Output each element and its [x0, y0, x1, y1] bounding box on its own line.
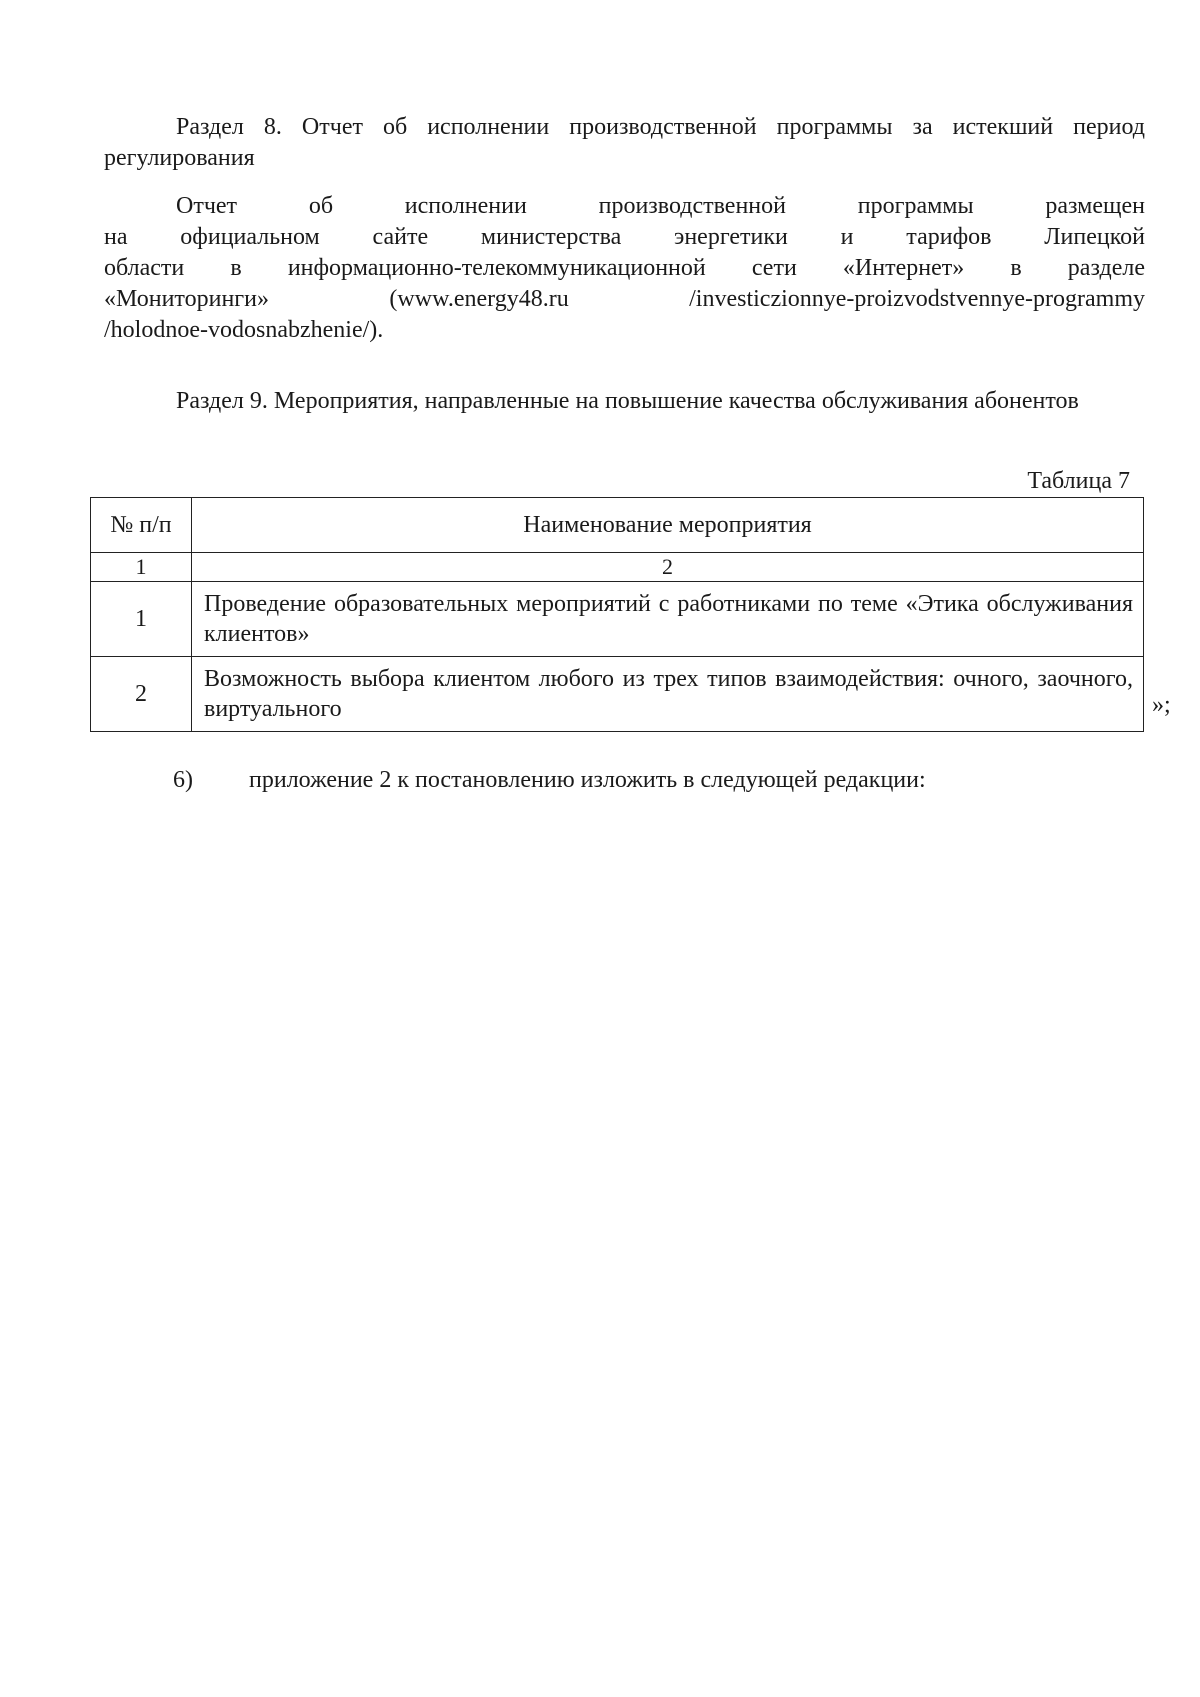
header-number: № п/п — [91, 498, 192, 553]
section-8-body-line-3: области в информационно-телекоммуникационной сети «Интернет» в разделе — [104, 255, 1145, 281]
row-measure-text: Возможность выбора клиентом любого из трех типов взаимодействия: очного, заочного, виртуального — [192, 657, 1144, 732]
row-number: 1 — [91, 582, 192, 657]
section-8-body-line-2: на официальном сайте министерства энергетики и тарифов Липецкой — [104, 224, 1145, 250]
row-measure-text: Проведение образовательных мероприятий с работниками по теме «Этика обслуживания клиентов» — [192, 582, 1144, 657]
table-header-row — [91, 498, 1144, 553]
column-numbers-row — [91, 553, 1144, 582]
column-number-2: 2 — [192, 553, 1144, 582]
table-row — [91, 582, 1144, 657]
header-measure-name: Наименование мероприятия — [192, 498, 1144, 553]
closing-quote: »; — [1152, 692, 1171, 718]
column-number-1: 1 — [91, 553, 192, 582]
section-8-body-line-1: Отчет об исполнении производственной программы размещен — [176, 193, 1145, 219]
measures-table — [90, 497, 1144, 732]
section-8-heading: Раздел 8. Отчет об исполнении производственной программы за истекший период регулирования — [104, 114, 1145, 171]
row-number: 2 — [91, 657, 192, 732]
item-6 — [173, 765, 926, 795]
section-8-body-line-4: «Мониторинги» (www.energy48.ru /investiczionnye-proizvodstvennye-programmy — [104, 286, 1145, 312]
section-8-body-line-5: /holodnoe-vodosnabzhenie/). — [104, 317, 384, 343]
table-row — [91, 657, 1144, 732]
section-8-body — [104, 191, 1145, 346]
item-6-number: 6) — [173, 767, 193, 793]
item-6-text: приложение 2 к постановлению изложить в следующей редакции: — [249, 767, 926, 793]
section-9-heading: Раздел 9. Мероприятия, направленные на повышение качества обслуживания абонентов — [176, 388, 1079, 414]
table-caption: Таблица 7 — [1027, 468, 1130, 494]
